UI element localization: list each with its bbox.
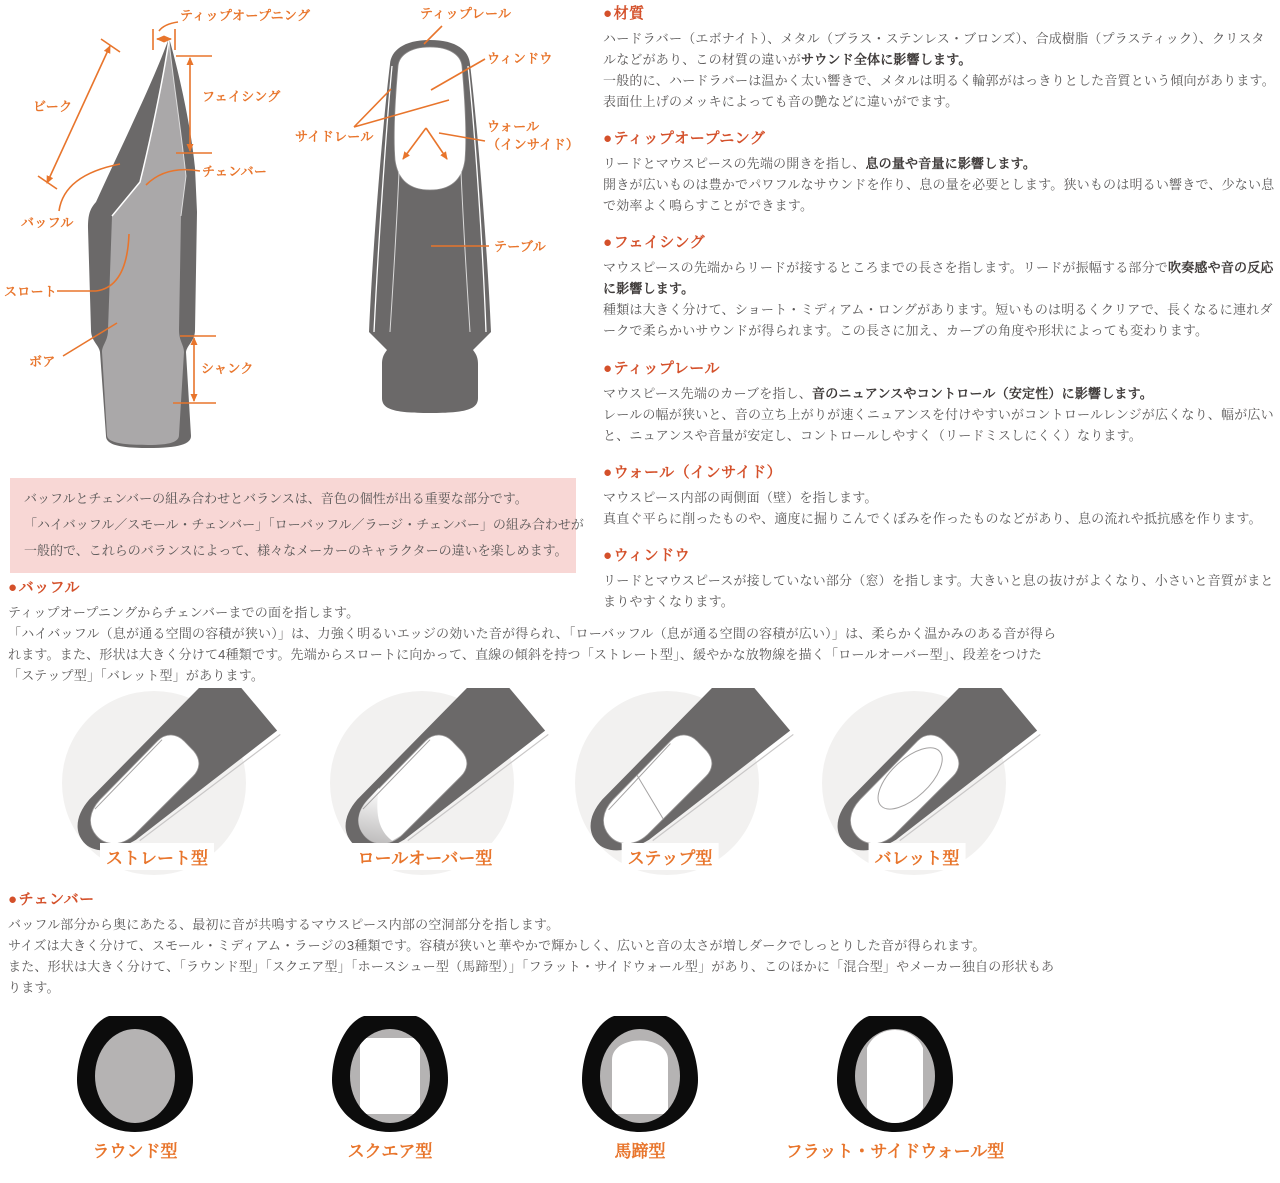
label-window: ウィンドウ xyxy=(487,51,553,66)
bullet-icon: ● xyxy=(603,359,613,377)
section-heading: ●フェイシング xyxy=(603,234,706,252)
bullet-icon: ● xyxy=(603,463,613,481)
section-body: マウスピース先端のカーブを指し、音のニュアンスやコントロール（安定性）に影響します。 レールの幅が狭いと、音の立ち上がりが速くニュアンスを付けやすいがコントロールレンジが広くなり、幅が広いと、ニュアンスや音量が安定し、コントロールしやすく（リードミスしにくく）なります。 xyxy=(603,385,1274,443)
chamber-type-label-square: スクエア型 xyxy=(342,1136,439,1163)
bullet-icon: ● xyxy=(603,130,613,148)
section-wall xyxy=(603,461,1275,529)
section-baffle xyxy=(8,576,1066,686)
section-body: ティップオープニングからチェンバーまでの面を指します。 「ハイバッフル（息が通る空間の容積が狭い）」は、力強く明るいエッジの効いた音が得られ、「ローバッフル（息が通る空間の容積が広い）」は、柔らかく温かみのある音が得られます。また、形状は大きく分けて4種類です。先端からスロートに向かって、直線の傾斜を持つ「ストレート型」、緩やかな放物線を描く「ロールオーバー型」、段差をつけた「ステップ型」「バレット型」があります。 xyxy=(8,605,1057,684)
mouthpiece-front-view-diagram xyxy=(290,0,610,460)
section-body: バッフル部分から奥にあたる、最初に音が共鳴するマウスピース内部の空洞部分を指します。 サイズは大きく分けて、スモール・ミディアム・ラージの3種類です。容積が狭いと華やかで輝かしく、広いと音の太さが増しダークでしっとりした音が得られます。 また、形状は大きく分けて、「ラウンド型」「スクエア型」「ホースシュー型（馬蹄型）」「フラット・サイドウォール型」があり、このほかに「混合型」やメーカー独自の形状もあります。 xyxy=(8,917,1055,996)
section-chamber xyxy=(8,888,1066,998)
section-body: リードとマウスピースの先端の開きを指し、息の量や音量に影響します。 開きが広いものは豊かでパワフルなサウンドを作り、息の量を必要とします。狭いものは明るい響きで、少ない息で効率よく鳴らすことができます。 xyxy=(603,156,1275,214)
section-material xyxy=(603,2,1275,112)
baffle-type-label-bullet: バレット型 xyxy=(869,843,966,870)
section-heading: ●材質 xyxy=(603,5,645,22)
section-facing xyxy=(603,231,1275,341)
chamber-type-label-round: ラウンド型 xyxy=(87,1136,184,1163)
description-column xyxy=(603,2,1275,627)
section-heading: ●ウォール（インサイド） xyxy=(603,463,783,481)
section-heading: ●バッフル xyxy=(8,579,80,596)
beak-arrow xyxy=(47,46,110,183)
section-heading: ●チェンバー xyxy=(8,891,95,908)
bullet-icon: ● xyxy=(8,891,18,908)
bullet-icon: ● xyxy=(603,546,613,564)
chamber-horseshoe-image xyxy=(578,1008,702,1136)
section-body: マウスピース内部の両側面（壁）を指します。 真直ぐ平らに削ったものや、適度に掘りこんでくぼみを作ったものなどがあり、息の流れや抵抗感を作ります。 xyxy=(603,489,1262,526)
label-wall-line1: ウォール xyxy=(487,119,540,134)
label-side-rail: サイドレール xyxy=(295,129,374,144)
baffle-chamber-note-box xyxy=(10,478,584,573)
chamber-type-label-flat-sidewall: フラット・サイドウォール型 xyxy=(780,1136,1010,1163)
label-beak: ビーク xyxy=(33,99,73,114)
section-body: ハードラバー（エボナイト）、メタル（ブラス・ステンレス・ブロンズ）、合成樹脂（プラスティック）、クリスタルなどがあり、この材質の違いがサウンド全体に影響します。 一般的に、ハードラバーは温かく太い響きで、メタルは明るく輪郭がはっきりとした音質という傾向があります。表面仕上げのメッキによっても音の艶などに違いがでます。 xyxy=(603,31,1275,110)
chamber-type-label-horseshoe: 馬蹄型 xyxy=(609,1136,672,1163)
section-body: リードとマウスピースが接していない部分（窓）を指します。大きいと息の抜けがよくなり、小さいと音質がまとまりやすくなります。 xyxy=(603,572,1274,609)
label-shank: シャンク xyxy=(201,361,254,376)
section-tip-rail xyxy=(603,357,1275,446)
section-heading: ●ウィンドウ xyxy=(603,546,691,564)
label-tip-opening: ティップオープニング xyxy=(180,8,311,23)
note-line: 「ハイバッフル／スモール・チェンバー」「ローバッフル／ラージ・チェンバー」の組み合わせが xyxy=(24,517,584,532)
baffle-type-label-straight: ストレート型 xyxy=(100,843,214,870)
section-heading: ●ティップレール xyxy=(603,359,720,377)
chamber-flat-sidewall-image xyxy=(833,1008,957,1136)
window-opening xyxy=(394,47,466,190)
bullet-icon: ● xyxy=(603,5,613,22)
label-table: テーブル xyxy=(494,239,547,254)
chamber-round-image xyxy=(73,1008,197,1136)
label-baffle: バッフル xyxy=(21,215,74,230)
section-heading: ●ティップオープニング xyxy=(603,130,766,148)
baffle-type-label-step: ステップ型 xyxy=(622,843,719,870)
chamber-square-image xyxy=(328,1008,452,1136)
label-wall-line2: （インサイド） xyxy=(487,137,580,152)
label-tip-rail: ティップレール xyxy=(420,6,512,21)
note-line: バッフルとチェンバーの組み合わせとバランスは、音色の個性が出る重要な部分です。 xyxy=(24,491,528,506)
label-facing: フェイシング xyxy=(202,89,281,104)
baffle-type-label-rollover: ロールオーバー型 xyxy=(352,843,499,870)
bullet-icon: ● xyxy=(8,579,18,596)
label-chamber: チェンバー xyxy=(202,164,268,179)
label-throat: スロート xyxy=(4,284,58,299)
note-line: 一般的で、これらのバランスによって、様々なメーカーのキャラクターの違いを楽しめます。 xyxy=(24,543,568,558)
section-body: マウスピースの先端からリードが接するところまでの長さを指します。リードが振幅する部分で吹奏感や音の反応に影響します。 種類は大きく分けて、ショート・ミディアム・ロングがあります。短いものは明るくクリアで、長くなるに連れダークで柔らかいサウンドが得られます。この長さに加え、カーブの角度や形状によっても変わります。 xyxy=(603,260,1274,339)
label-bore: ボア xyxy=(29,354,56,369)
bullet-icon: ● xyxy=(603,234,613,252)
section-tip-opening xyxy=(603,127,1275,216)
